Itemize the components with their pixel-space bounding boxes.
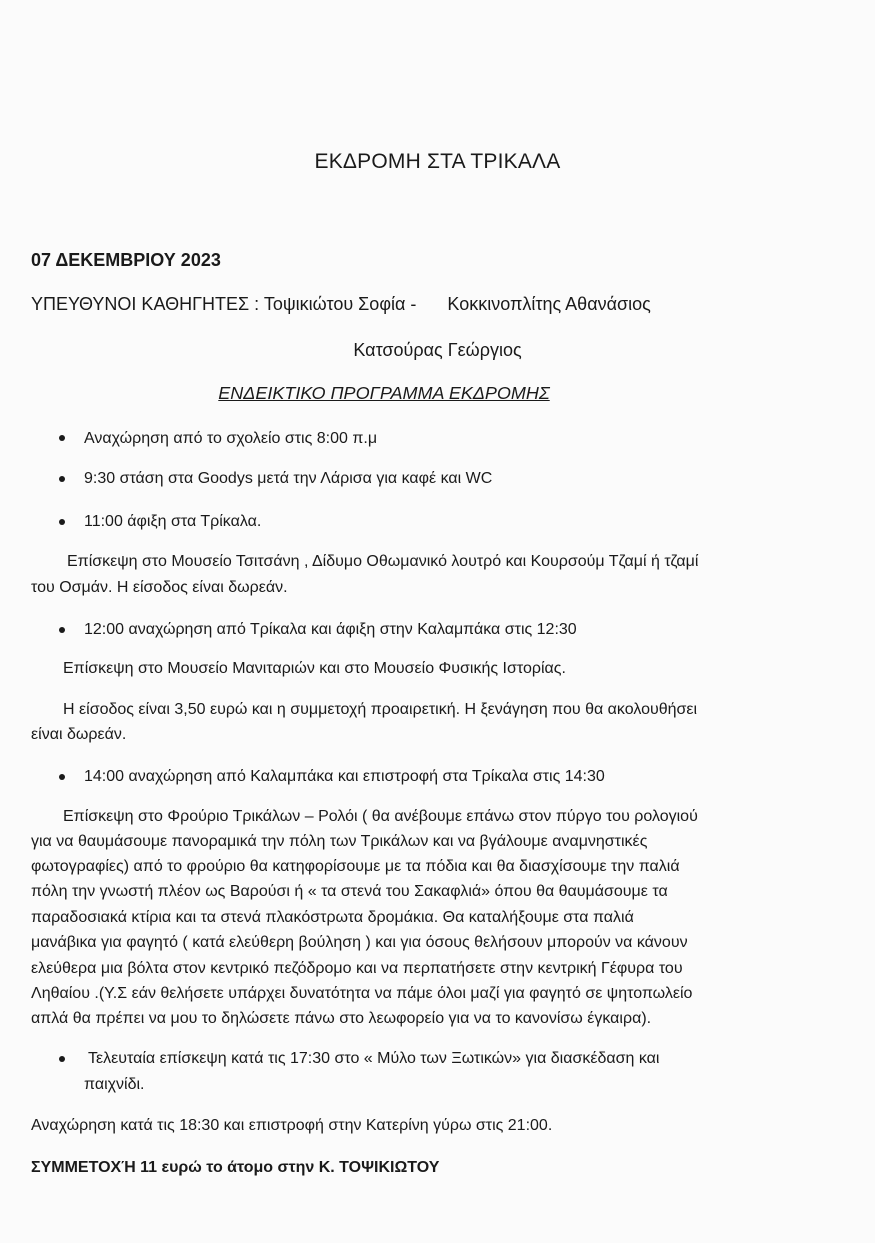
teacher-3: Κατσούρας Γεώργιος <box>353 340 522 360</box>
list-item-last-visit-line-2: παιχνίδι. <box>84 1076 145 1093</box>
list-item-last-visit-line-1: Τελευταία επίσκεψη κατά τις 17:30 στο « Μύλο των Ξωτικών» για διασκέδαση και <box>88 1050 660 1067</box>
paragraph-fortress-line-7: ελεύθερα μια βόλτα στον κεντρικό πεζόδρομο και να περπατήσετε στην κεντρική Γέφυρα του <box>31 960 683 977</box>
bullet-icon <box>59 774 65 780</box>
bullet-icon <box>59 435 65 441</box>
list-item-arrival: 11:00 άφιξη στα Τρίκαλα. <box>84 513 262 530</box>
list-item-kalambaka: 12:00 αναχώρηση από Τρίκαλα και άφιξη στην Καλαμπάκα στις 12:30 <box>84 621 577 638</box>
list-item-stop: 9:30 στάση στα Goodys μετά την Λάρισα για καφέ και WC <box>84 470 493 487</box>
paragraph-fortress-line-9: απλά θα πρέπει να μου το δηλώσετε πάνω στο λεωφορείο για να το κανονίσω έγκαιρα). <box>31 1010 652 1027</box>
paragraph-fortress-line-2: για να θαυμάσουμε πανοραμικά την πόλη των Τρικάλων και να βγάλουμε αναμνηστικές <box>31 833 648 850</box>
teachers-line <box>31 294 651 315</box>
teacher-2: Κοκκινοπλίτης Αθανάσιος <box>447 294 651 314</box>
paragraph-fortress-line-4: πόλη την γνωστή πλέον ως Βαρούσι ή « τα στενά του Σακαφλιά» όπου θα θαυμάσουμε τα <box>31 883 668 900</box>
paragraph-fortress-line-8: Ληθαίου .(Υ.Σ εάν θελήσετε υπάρχει δυνατότητα να πάμε όλοι μαζί για φαγητό σε ψητοπωλείο <box>31 985 693 1002</box>
paragraph-visit-1-line-1: Επίσκεψη στο Μουσείο Τσιτσάνη , Δίδυμο Οθωμανικό λουτρό και Κουρσούμ Τζαμί ή τζαμί <box>67 553 699 570</box>
program-title: ΕΝΔΕΙΚΤΙΚΟ ΠΡΟΓΡΑΜΜΑ ΕΚΔΡΟΜΗΣ <box>218 383 550 403</box>
list-item-departure: Αναχώρηση από το σχολείο στις 8:00 π.μ <box>84 430 378 447</box>
bullet-icon <box>59 476 65 482</box>
list-item-return: 14:00 αναχώρηση από Καλαμπάκα και επιστροφή στα Τρίκαλα στις 14:30 <box>84 768 605 785</box>
paragraph-fortress-line-1: Επίσκεψη στο Φρούριο Τρικάλων – Ρολόι ( θα ανέβουμε επάνω στον πύργο του ρολογιού <box>63 808 698 825</box>
paragraph-fortress-line-5: παραδοσιακά κτίρια και τα στενά πλακόστρωτα δρομάκια. Θα καταλήξουμε στα παλιά <box>31 909 634 926</box>
bullet-icon <box>59 519 65 525</box>
paragraph-fortress-line-3: φωτογραφίες) από το φρούριο θα κατηφορίσουμε με τα πόδια και θα διασχίσουμε την παλιά <box>31 858 680 875</box>
bullet-icon <box>59 627 65 633</box>
paragraph-visit-2: Επίσκεψη στο Μουσείο Μανιταριών και στο Μουσείο Φυσικής Ιστορίας. <box>63 660 566 677</box>
paragraph-entry-line-2: είναι δωρεάν. <box>31 726 127 743</box>
paragraph-visit-1-line-2: του Οσμάν. Η είσοδος είναι δωρεάν. <box>31 579 288 596</box>
page-title: ΕΚΔΡΟΜΗ ΣΤΑ ΤΡΙΚΑΛΑ <box>314 150 561 173</box>
teacher-1: Τοψικιώτου Σοφία - <box>263 294 417 314</box>
bullet-icon <box>59 1056 65 1062</box>
participation-cost: ΣΥΜΜΕΤΟΧΉ 11 ευρώ το άτομο στην Κ. ΤΟΨΙΚΙΩΤΟΥ <box>31 1159 440 1176</box>
paragraph-fortress-line-6: μανάβικα για φαγητό ( κατά ελεύθερη βούληση ) και για όσους θελήσουν μπορούν να κάνουν <box>31 934 688 951</box>
paragraph-departure-home: Αναχώρηση κατά τις 18:30 και επιστροφή στην Κατερίνη γύρω στις 21:00. <box>31 1117 553 1134</box>
trip-date: 07 ΔΕΚΕΜΒΡΙΟΥ 2023 <box>31 250 221 270</box>
paragraph-entry-line-1: Η είσοδος είναι 3,50 ευρώ και η συμμετοχή προαιρετική. Η ξενάγηση που θα ακολουθήσει <box>63 701 698 718</box>
teachers-label: ΥΠΕΥΘΥΝΟΙ ΚΑΘΗΓΗΤΕΣ : <box>31 294 260 314</box>
